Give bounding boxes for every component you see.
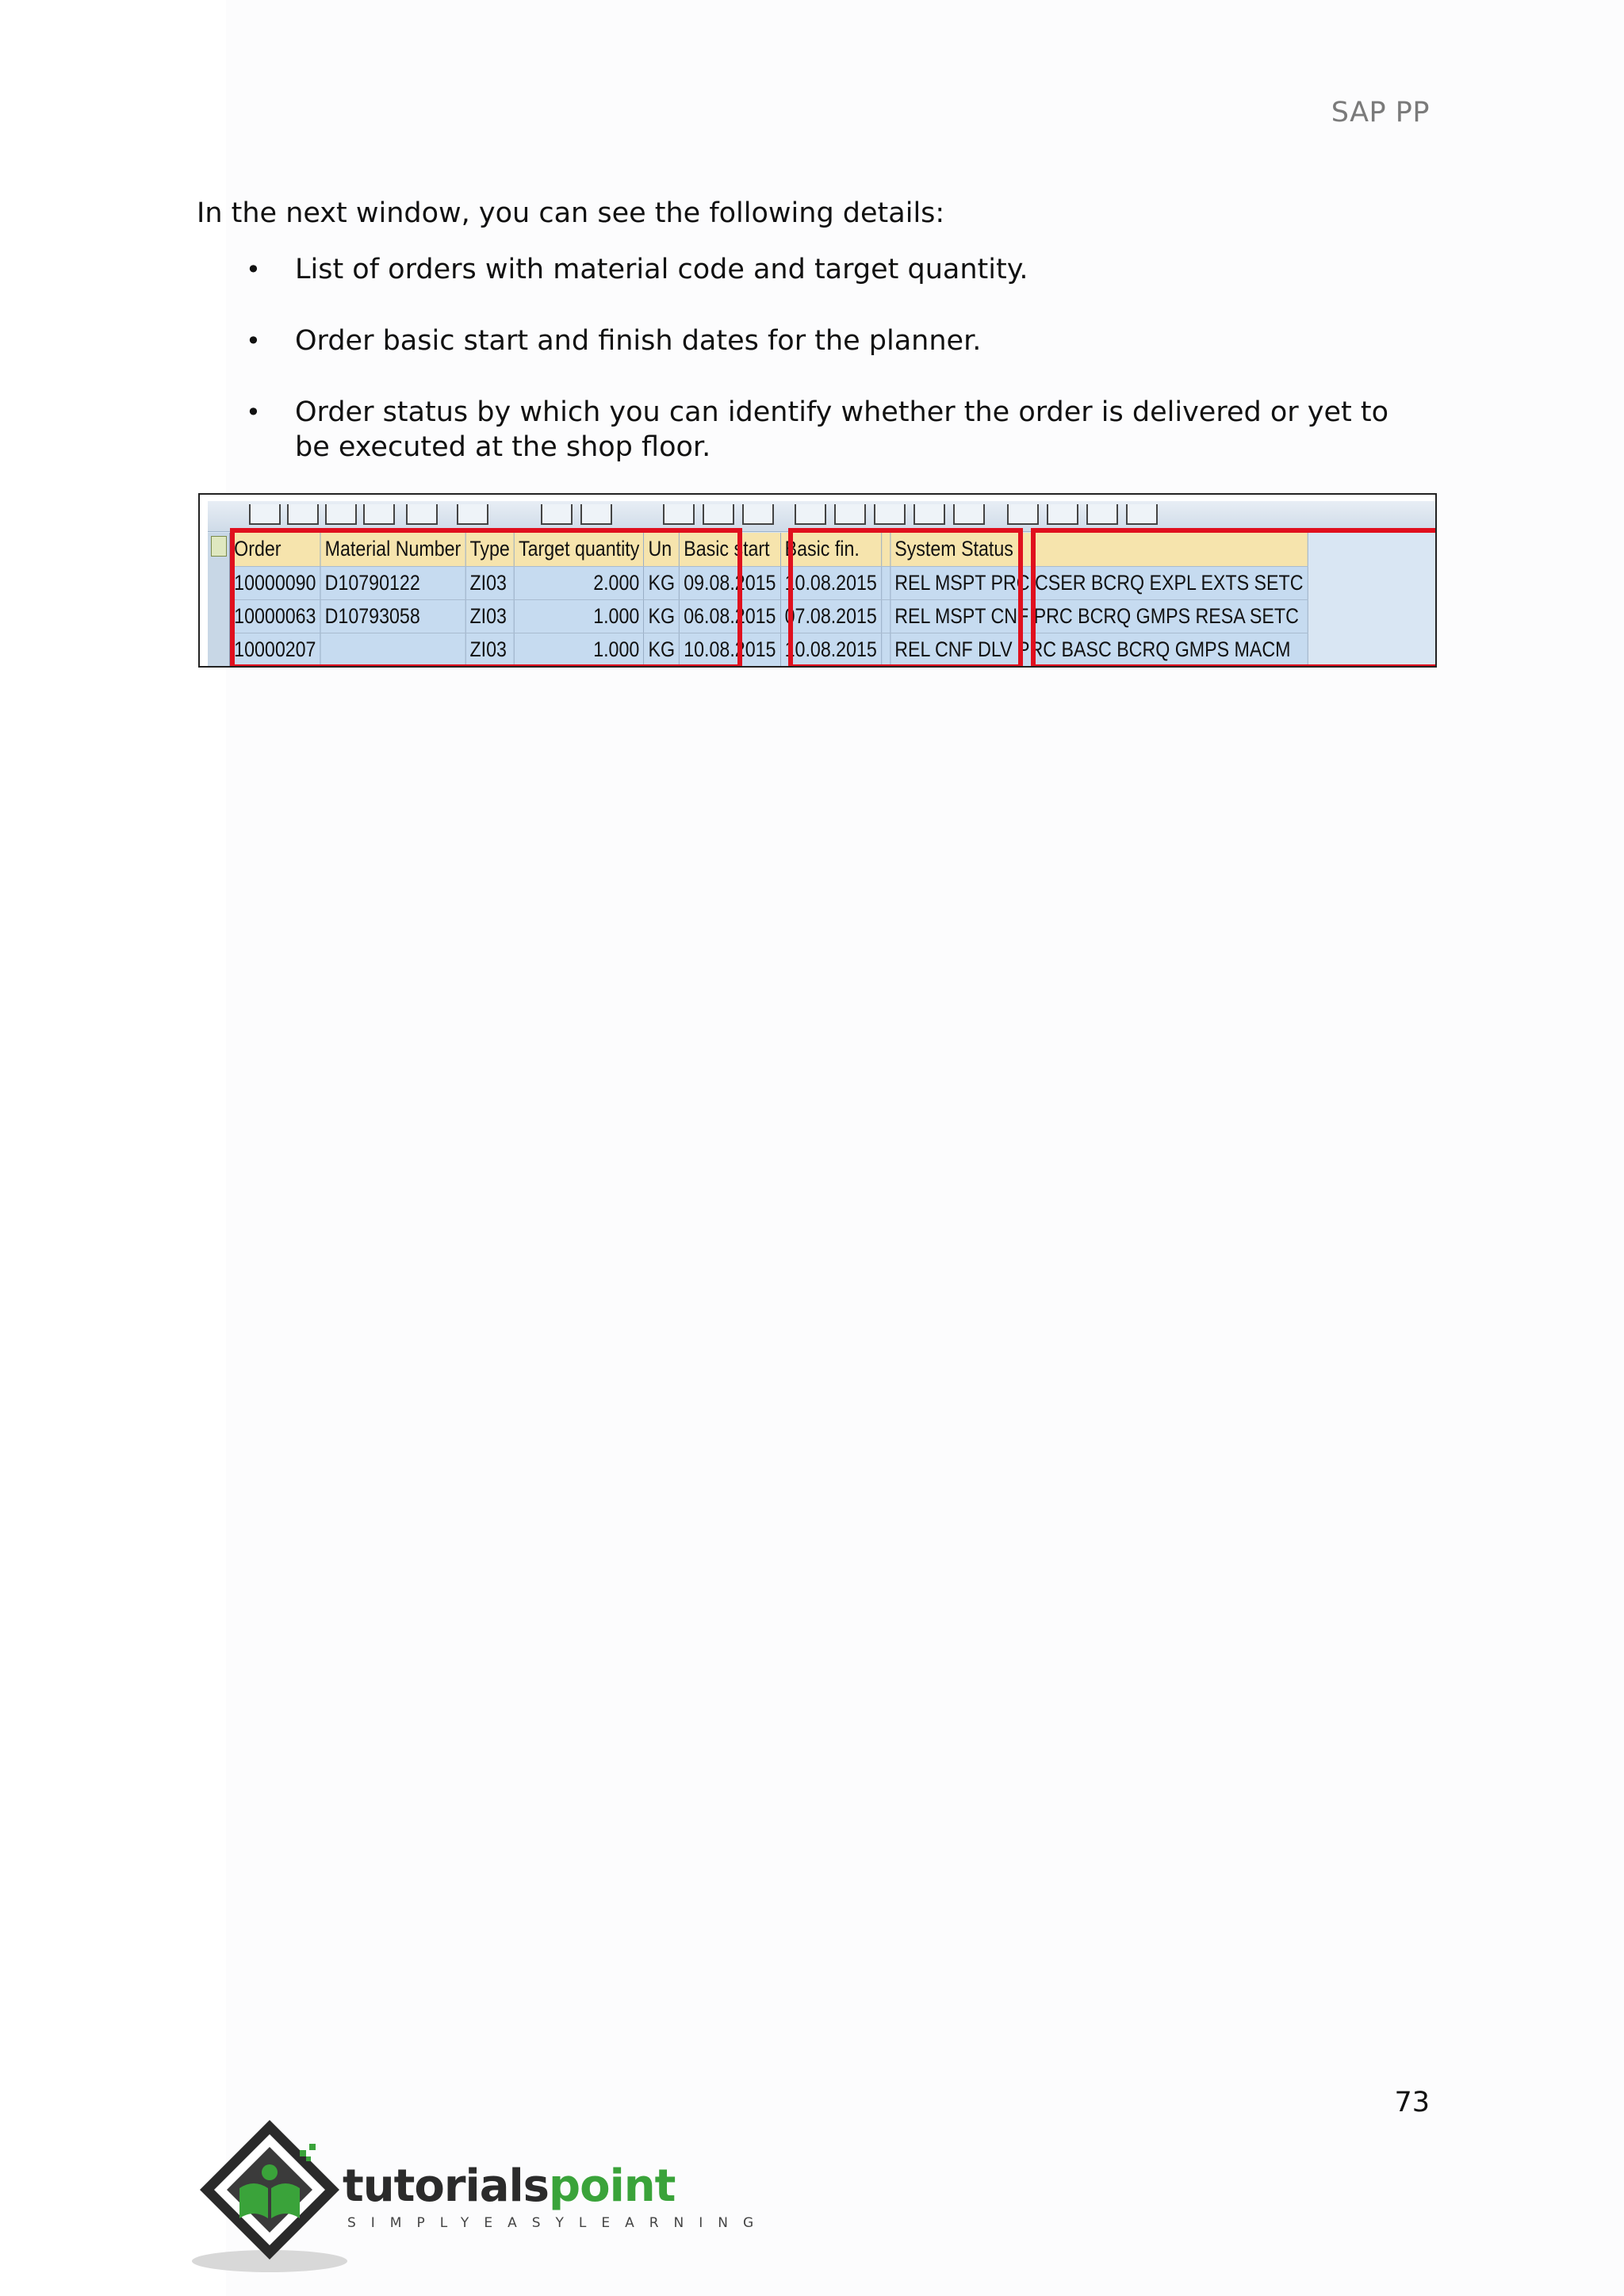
toolbar-button: [1007, 504, 1039, 525]
cell-spacer: [881, 566, 890, 599]
toolbar-button: [287, 504, 319, 525]
toolbar-button: [795, 504, 826, 525]
logo-wordmark: [343, 2160, 676, 2212]
bullet-dot: •: [246, 397, 261, 427]
toolbar-button: [663, 504, 695, 525]
toolbar-button: [914, 504, 945, 525]
toolbar-button: [580, 504, 612, 525]
row-selector: [208, 568, 230, 603]
cell-material-number: D10793058: [320, 599, 465, 633]
toolbar-button: [703, 504, 734, 525]
table-header-row: [230, 533, 1308, 566]
cell-order: 10000090: [230, 566, 320, 599]
running-header: SAP PP: [1331, 97, 1430, 128]
cell-basic-finish: 07.08.2015: [780, 599, 881, 633]
cell-basic-finish: 10.08.2015: [780, 566, 881, 599]
toolbar-button: [363, 504, 395, 525]
cell-target-quantity: 2.000: [514, 566, 643, 599]
toolbar-button: [1047, 504, 1078, 525]
toolbar-button: [834, 504, 866, 525]
cell-spacer: [881, 599, 890, 633]
cell-material-number: [320, 633, 465, 666]
toolbar-button: [541, 504, 573, 525]
toolbar-button: [406, 504, 438, 525]
cell-system-status: REL MSPT PRC CSER BCRQ EXPL EXTS SETC: [891, 566, 1308, 599]
sap-grid-frame: [208, 501, 1437, 668]
cell-unit: KG: [644, 566, 680, 599]
col-header-basic-finish: Basic fin.: [780, 533, 881, 566]
sap-toolbar: [208, 501, 1437, 532]
tutorialspoint-logo: [190, 2115, 769, 2274]
cell-basic-start: 10.08.2015: [680, 633, 780, 666]
cell-type: ZI03: [465, 599, 515, 633]
select-all-icon: [211, 536, 227, 557]
toolbar-button: [742, 504, 774, 525]
cell-target-quantity: 1.000: [514, 599, 643, 633]
col-header-target-quantity: Target quantity: [514, 533, 643, 566]
bullet-text: List of orders with material code and target quantity.: [295, 254, 1028, 285]
order-table: [230, 533, 1308, 667]
toolbar-button: [1086, 504, 1118, 525]
cell-order: 10000207: [230, 633, 320, 666]
cell-spacer: [881, 633, 890, 666]
bullet-text: Order status by which you can identify whether the order is delivered or yet to be executed at the shop floor.: [295, 396, 1388, 463]
bullet-item: [197, 323, 1430, 358]
toolbar-button: [1126, 504, 1158, 525]
bullet-dot: •: [246, 326, 261, 356]
cell-target-quantity: 1.000: [514, 633, 643, 666]
bullet-text: Order basic start and finish dates for the planner.: [295, 325, 982, 357]
col-header-basic-start: Basic start: [680, 533, 780, 566]
col-header-order: Order: [230, 533, 320, 566]
cell-unit: KG: [644, 599, 680, 633]
bullet-dot: •: [246, 254, 261, 285]
cell-basic-finish: 10.08.2015: [780, 633, 881, 666]
logo-emblem-icon: [190, 2115, 349, 2274]
table-row: [230, 599, 1308, 633]
table-row: [230, 566, 1308, 599]
sap-order-list-screenshot: [198, 493, 1437, 668]
logo-tagline: SIMPLYEASYLEARNING: [347, 2215, 769, 2231]
row-selector: [208, 637, 230, 668]
col-header-unit: Un: [644, 533, 680, 566]
toolbar-button: [325, 504, 357, 525]
cell-basic-start: 06.08.2015: [680, 599, 780, 633]
cell-basic-start: 09.08.2015: [680, 566, 780, 599]
col-header-system-status: System Status: [891, 533, 1308, 566]
cell-order: 10000063: [230, 599, 320, 633]
logo-text-accent: point: [549, 2160, 676, 2212]
bullet-item: [197, 252, 1430, 287]
cell-type: ZI03: [465, 633, 515, 666]
cell-type: ZI03: [465, 566, 515, 599]
toolbar-button: [249, 504, 281, 525]
page-number: 73: [1394, 2087, 1430, 2118]
cell-system-status: REL CNF DLV PRC BASC BCRQ GMPS MACM: [891, 633, 1308, 666]
row-selector: [208, 603, 230, 637]
logo-text-main: tutorials: [343, 2160, 550, 2212]
bullet-item: [197, 395, 1430, 465]
intro-paragraph: In the next window, you can see the following details:: [197, 197, 945, 229]
cell-system-status: REL MSPT CNF PRC BCRQ GMPS RESA SETC: [891, 599, 1308, 633]
toolbar-button: [457, 504, 488, 525]
col-header-spacer: [881, 533, 890, 566]
col-header-material-number: Material Number: [320, 533, 465, 566]
toolbar-button: [874, 504, 906, 525]
cell-material-number: D10790122: [320, 566, 465, 599]
bullet-list: [197, 252, 1430, 501]
cell-unit: KG: [644, 633, 680, 666]
col-header-type: Type: [465, 533, 515, 566]
toolbar-button: [953, 504, 985, 525]
table-row: [230, 633, 1308, 666]
